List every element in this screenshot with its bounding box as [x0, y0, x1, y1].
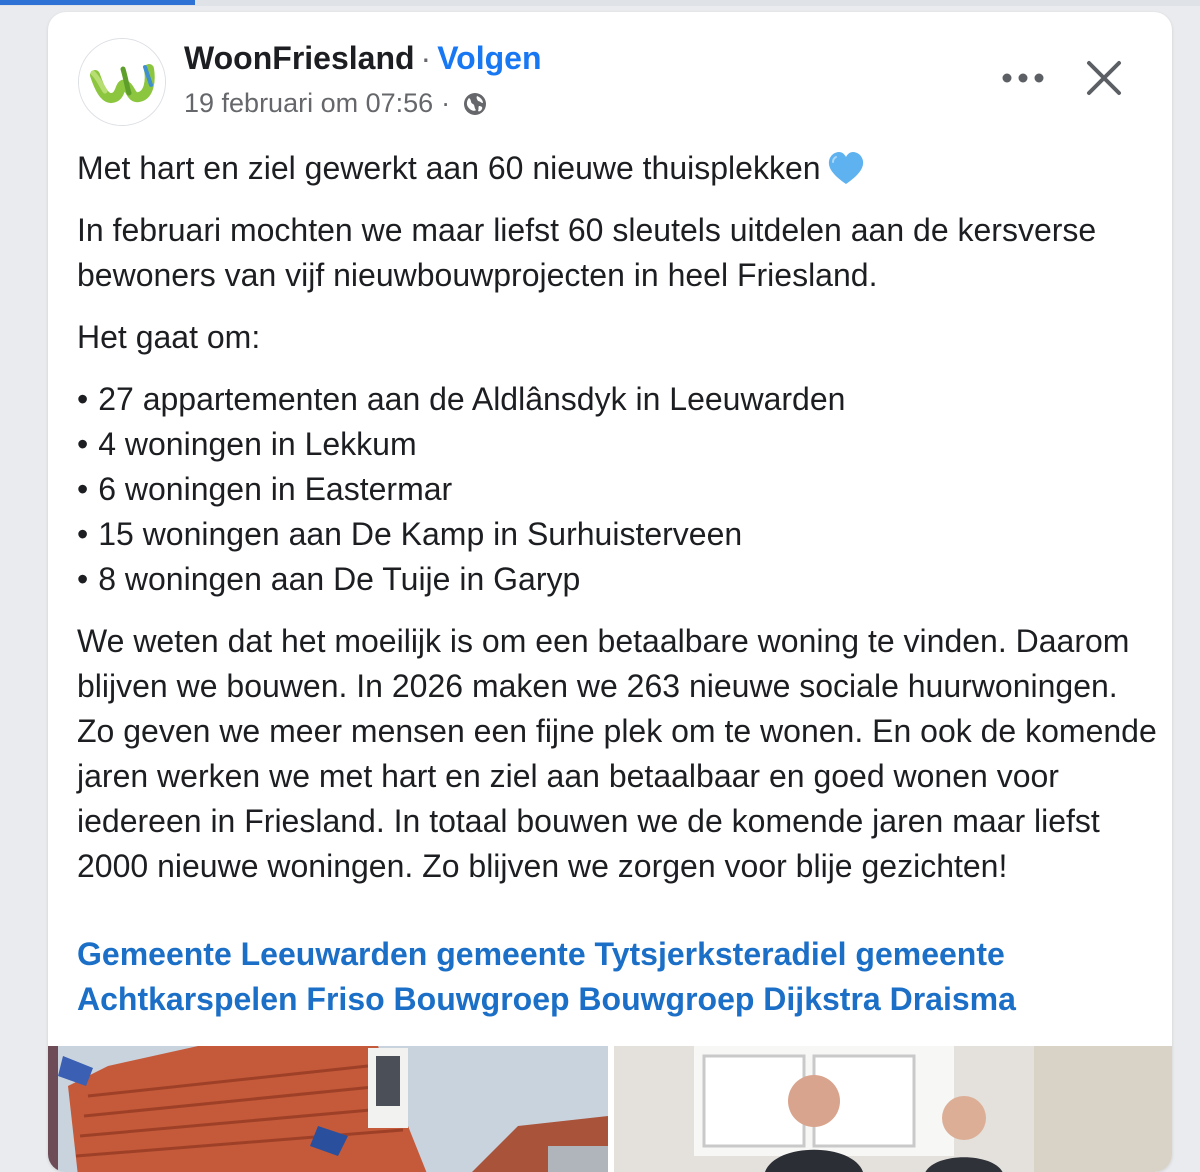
project-list [77, 377, 1157, 602]
post-photo-houses[interactable] [48, 1046, 608, 1172]
list-item: • 27 appartementen aan de Aldlânsdyk in Leeuwarden [77, 377, 1157, 422]
tag-link[interactable]: Bouwgroep Dijkstra Draisma [578, 981, 1016, 1017]
blue-heart-icon [827, 151, 865, 187]
page-name-link[interactable]: WoonFriesland [184, 40, 415, 76]
globe-icon[interactable] [462, 91, 488, 117]
post-body [77, 146, 1157, 906]
post-meta-row [184, 88, 488, 119]
tag-link[interactable]: Friso Bouwgroep [306, 981, 570, 1017]
post-list-intro: Het gaat om: [77, 319, 261, 355]
list-item: • 6 woningen in Eastermar [77, 467, 1157, 512]
woonfriesland-logo-icon [79, 39, 165, 125]
close-post-button[interactable] [1080, 54, 1128, 102]
residents-photo-image [614, 1046, 1172, 1172]
close-icon [1080, 54, 1128, 102]
tag-link[interactable]: Gemeente Leeuwarden [77, 936, 428, 972]
post-card [48, 12, 1172, 1172]
list-item: • 8 woningen aan De Tuije in Garyp [77, 557, 1157, 602]
more-horizontal-icon [998, 60, 1048, 96]
tagged-pages [77, 932, 1157, 1022]
post-headline-line [77, 146, 1157, 191]
page-avatar[interactable] [78, 38, 166, 126]
tag-link[interactable]: gemeente Achtkarspelen [77, 936, 1005, 1017]
follow-button[interactable]: Volgen [437, 40, 542, 76]
list-item: • 4 woningen in Lekkum [77, 422, 1157, 467]
meta-separator: · [441, 88, 451, 118]
post-paragraph-2: We weten dat het moeilijk is om een betaalbare woning te vinden. Daarom blijven we bouwen. In 2026 maken we 263 nieuwe sociale huurwoningen. Zo geven we meer mensen een fijne plek om te wonen. En ook de komende jaren werken we met hart en ziel aan betaalbaar en goed wonen voor iedereen in Friesland. In totaal bouwen we de komende jaren maar liefst 2000 nieuwe woningen. Zo blijven we zorgen voor blije gezichten! [77, 623, 1157, 884]
post-photo-residents[interactable] [614, 1046, 1172, 1172]
active-tab-indicator [0, 0, 195, 5]
post-paragraph-1: In februari mochten we maar liefst 60 sleutels uitdelen aan de kersverse bewoners van vijf nieuwbouwprojecten in heel Friesland. [77, 212, 1097, 293]
post-header-name-row [184, 40, 541, 77]
houses-photo-image [48, 1046, 608, 1172]
browser-tab-strip [0, 0, 1200, 6]
post-timestamp[interactable]: 19 februari om 07:56 [184, 88, 434, 118]
more-options-button[interactable] [998, 60, 1048, 96]
list-item: • 15 woningen aan De Kamp in Surhuisterveen [77, 512, 1157, 557]
post-list-block [77, 315, 1157, 360]
header-separator: · [420, 40, 432, 76]
tag-link[interactable]: gemeente Tytsjerksteradiel [436, 936, 847, 972]
post-headline: Met hart en ziel gewerkt aan 60 nieuwe thuisplekken [77, 150, 821, 186]
